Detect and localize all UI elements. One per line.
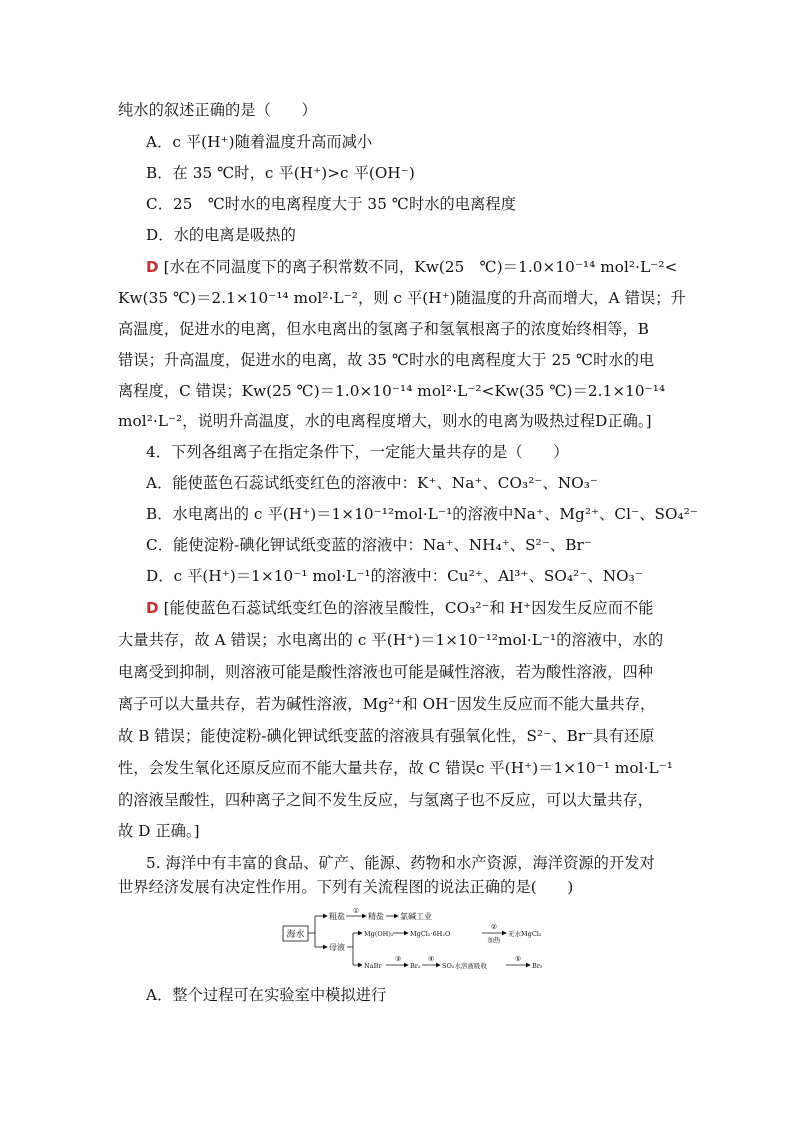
step-4-label: ④: [427, 955, 435, 963]
q4-option-d: D．c 平(H⁺)＝1×10⁻¹ mol·L⁻¹的溶液中：Cu²⁺、Al³⁺、SO₄²⁻、NO₃⁻: [146, 567, 643, 585]
step-5-label: ⑤: [514, 955, 522, 963]
step-3-label: ③: [394, 955, 402, 963]
q3-explanation-line-5: 离程度，C 错误；Kw(25 ℃)＝1.0×10⁻¹⁴ mol²·L⁻²<Kw(35 ℃)＝2.1×10⁻¹⁴: [118, 382, 666, 400]
step-1-label: ①: [352, 907, 360, 915]
q3-explanation-line-3: 高温度，促进水的电离，但水电离出的氢离子和氢氧根离子的浓度始终相等，B: [118, 320, 650, 338]
seawater-process-flowchart: [282, 907, 550, 973]
seawater-label: 海水: [286, 930, 305, 940]
q5-stem-line-1: 5. 海洋中有丰富的食品、矿产、能源、药物和水产资源，海洋资源的开发对: [146, 854, 655, 872]
q3-explanation-line-4: 错误；升高温度，促进水的电离，故 35 ℃时水的电离程度大于 25 ℃时水的电: [118, 351, 655, 369]
q4-explanation-line-6: 性，会发生氧化还原反应而不能大量共存，故 C 错误c 平(H⁺)＝1×10⁻¹ mol·L⁻¹: [118, 759, 673, 777]
q4-option-b: B．水电离出的 c 平(H⁺)＝1×10⁻¹²mol·L⁻¹的溶液中Na⁺、Mg²⁺、Cl⁻、SO₄²⁻: [146, 505, 699, 523]
q3-explanation-line-1: D [水在不同温度下的离子积常数不同，Kw(25 ℃)＝1.0×10⁻¹⁴ mol²·L⁻²<: [146, 258, 678, 276]
nabr: NaBr: [364, 962, 382, 970]
q4-explanation-line-7: 的溶液呈酸性，四种离子之间不发生反应，与氢离子也不反应，可以大量共存，: [118, 791, 654, 809]
q4-answer: D: [146, 599, 159, 617]
mgoh2: Mg(OH)₂: [364, 930, 394, 938]
q3-explanation-line-2: Kw(35 ℃)＝2.1×10⁻¹⁴ mol²·L⁻²，则 c 平(H⁺)随温度的升高而增大，A 错误；升: [118, 289, 686, 307]
mgcl2-hydrate: MgCl₂·6H₂O: [410, 930, 451, 938]
chlor-alkali-industry: 氯碱工业: [400, 912, 432, 921]
q3-answer: D: [146, 258, 159, 276]
refined-salt: 精盐: [368, 912, 384, 921]
crude-salt: 粗盐: [329, 912, 345, 921]
q4-explanation-line-1: D [能使蓝色石蕊试纸变红色的溶液呈酸性，CO₃²⁻和 H⁺因发生反应而不能: [146, 599, 654, 617]
anhydrous-mgcl2: 无水MgCl₂: [508, 930, 542, 938]
heat-condition: 加热: [487, 936, 501, 944]
q4-stem: 4．下列各组离子在指定条件下，一定能大量共存的是（ ）: [146, 443, 569, 461]
so2-absorption: SO₂水溶液吸收: [442, 962, 487, 970]
q4-explanation-line-3: 电离受到抑制，则溶液可能是酸性溶液也可能是碱性溶液，若为酸性溶液，四种: [118, 663, 654, 681]
q5-option-a: A．整个过程可在实验室中模拟进行: [146, 986, 387, 1004]
q4-explanation-line-2: 大量共存，故 A 错误；水电离出的 c 平(H⁺)＝1×10⁻¹²mol·L⁻¹的溶液中，水的: [118, 631, 664, 649]
q3-option-a: A．c 平(H⁺)随着温度升高而减小: [146, 133, 373, 151]
q4-explanation-line-8: 故 D 正确。]: [118, 822, 200, 840]
q5-stem-line-2: 世界经济发展有决定性作用。下列有关流程图的说法正确的是( ): [118, 878, 574, 896]
mother-liquor: 母液: [329, 943, 345, 952]
bromine-1: Br₂: [410, 962, 421, 970]
q3-option-c: C．25 ℃时水的电离程度大于 35 ℃时水的电离程度: [146, 195, 516, 213]
step-2-label: ②: [490, 923, 498, 931]
q4-option-c: C．能使淀粉-碘化钾试纸变蓝的溶液中：Na⁺、NH₄⁺、S²⁻、Br⁻: [146, 536, 592, 554]
q3-option-d: D．水的电离是吸热的: [146, 226, 296, 244]
q3-option-b: B．在 35 ℃时，c 平(H⁺)>c 平(OH⁻): [146, 164, 415, 182]
q3-explanation-line-6: mol²·L⁻²，说明升高温度，水的电离程度增大，则水的电离为吸热过程D正确。]: [118, 412, 652, 430]
q4-explanation-line-5: 故 B 错误；能使淀粉-碘化钾试纸变蓝的溶液具有强氧化性，S²⁻、Br⁻具有还原: [118, 727, 655, 745]
q4-option-a: A．能使蓝色石蕊试纸变红色的溶液中：K⁺、Na⁺、CO₃²⁻、NO₃⁻: [146, 474, 599, 492]
bromine-2: Br₂: [532, 962, 543, 970]
q4-explanation-line-4: 离子可以大量共存，若为碱性溶液，Mg²⁺和 OH⁻因发生反应而不能大量共存，: [118, 695, 656, 713]
q3-stem-end: 纯水的叙述正确的是（ ）: [118, 101, 317, 119]
